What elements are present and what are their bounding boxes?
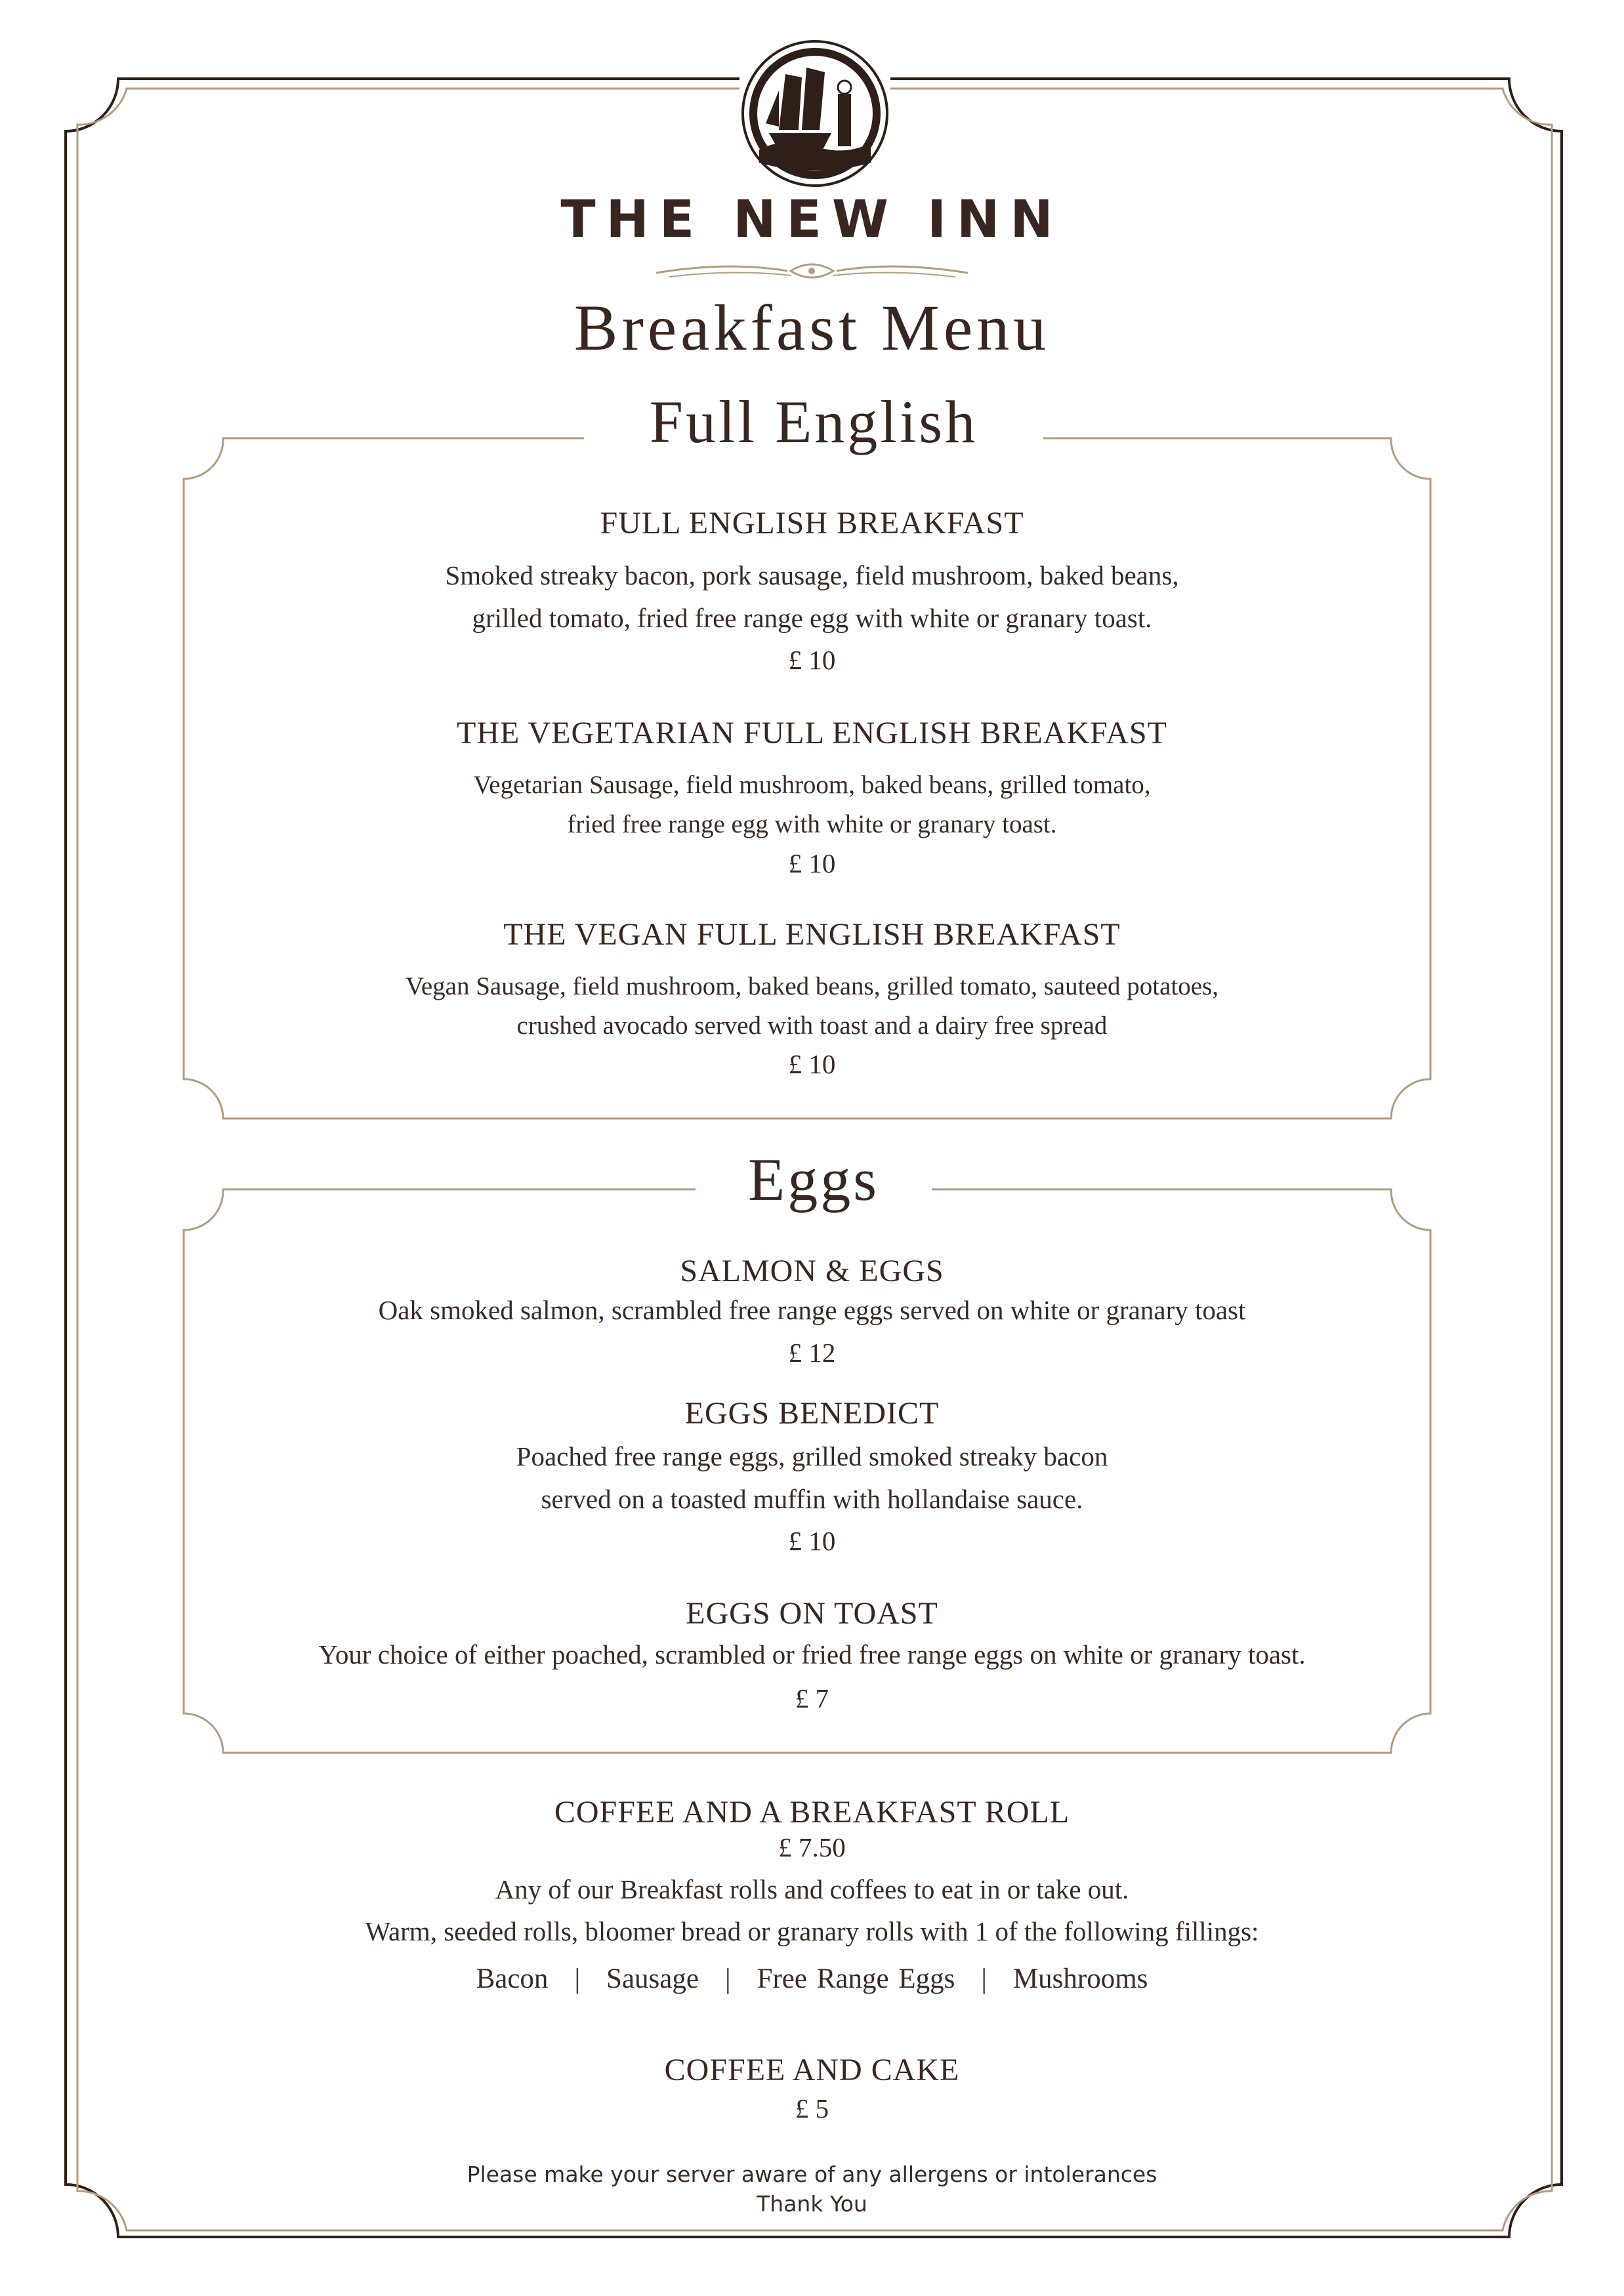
item-name: THE VEGAN FULL ENGLISH BREAKFAST: [503, 917, 1121, 952]
separator: |: [574, 1963, 581, 1994]
flourish-divider: [650, 255, 974, 287]
item-price: £ 7: [795, 1683, 829, 1713]
brand-name: THE NEW INN: [560, 190, 1064, 249]
ship-lighthouse-logo-icon: [739, 38, 890, 189]
fillings-list: [0, 1958, 1624, 2000]
item-price: £ 10: [788, 848, 836, 878]
filling-item: Bacon: [476, 1963, 549, 1994]
item-price: £ 10: [788, 645, 836, 675]
item-price: £ 5: [795, 2093, 829, 2123]
item-desc: Oak smoked salmon, scrambled free range eggs served on white or granary toast: [378, 1295, 1246, 1325]
item-name: EGGS BENEDICT: [684, 1396, 940, 1431]
item-desc: fried free range egg with white or granary toast.: [567, 810, 1057, 838]
filling-item: Mushrooms: [1012, 1963, 1148, 1994]
item-name: EGGS ON TOAST: [686, 1596, 938, 1631]
item-desc: served on a toasted muffin with hollandaise sauce.: [541, 1484, 1083, 1514]
item-price: £ 12: [788, 1338, 836, 1368]
item-price: £ 10: [788, 1049, 836, 1079]
item-desc: crushed avocado served with toast and a dairy free spread: [516, 1012, 1108, 1040]
item-name: THE VEGETARIAN FULL ENGLISH BREAKFAST: [457, 716, 1167, 750]
item-desc: Vegan Sausage, field mushroom, baked beans, grilled tomato, sauteed potatoes,: [405, 972, 1218, 1000]
menu-title: Breakfast Menu: [573, 291, 1051, 364]
item-desc: Your choice of either poached, scrambled or fried free range eggs on white or granary toast.: [318, 1639, 1306, 1670]
item-desc: Warm, seeded rolls, bloomer bread or granary rolls with 1 of the following fillings:: [365, 1916, 1259, 1946]
section-title-eggs: Eggs: [696, 1145, 932, 1214]
item-price: £ 10: [788, 1526, 836, 1556]
item-name: SALMON & EGGS: [680, 1254, 944, 1288]
item-price: £ 7.50: [778, 1832, 846, 1862]
item-desc: Poached free range eggs, grilled smoked streaky bacon: [516, 1441, 1108, 1471]
section-title-full-english: Full English: [584, 387, 1043, 457]
separator: |: [981, 1963, 987, 1994]
item-desc: Smoked streaky bacon, pork sausage, field mushroom, baked beans,: [445, 560, 1179, 590]
item-desc: grilled tomato, fried free range egg with white or granary toast.: [472, 603, 1152, 633]
filling-item: Free Range Eggs: [757, 1963, 955, 1994]
item-name: COFFEE AND A BREAKFAST ROLL: [554, 1795, 1070, 1830]
item-desc: Vegetarian Sausage, field mushroom, baked beans, grilled tomato,: [473, 771, 1151, 799]
thank-you: Thank You: [757, 2191, 867, 2217]
item-name: COFFEE AND CAKE: [664, 2053, 960, 2087]
allergen-notice: Please make your server aware of any allergens or intolerances: [467, 2162, 1157, 2187]
item-name: FULL ENGLISH BREAKFAST: [600, 506, 1024, 541]
logo: [739, 38, 890, 189]
filling-item: Sausage: [606, 1963, 699, 1994]
separator: |: [724, 1963, 731, 1994]
item-desc: Any of our Breakfast rolls and coffees to eat in or take out.: [495, 1874, 1129, 1904]
